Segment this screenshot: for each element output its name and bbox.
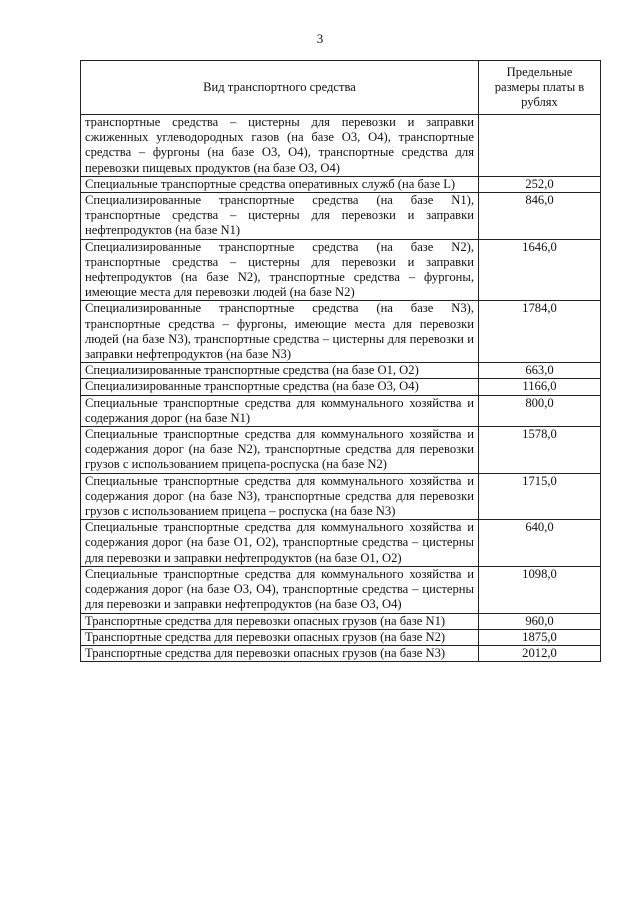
fee-cell: 640,0 <box>479 520 601 567</box>
vehicle-type-cell: Специализированные транспортные средства (на базе O1, O2) <box>81 363 479 379</box>
vehicle-type-cell: Специальные транспортные средства для коммунального хозяйства и содержания дорог (на базе N1) <box>81 395 479 426</box>
table-row <box>81 520 601 567</box>
table-row <box>81 239 601 301</box>
fee-cell: 846,0 <box>479 193 601 240</box>
table-row <box>81 176 601 192</box>
fee-cell: 1715,0 <box>479 473 601 520</box>
header-fee: Предельные размеры платы в рублях <box>479 61 601 115</box>
vehicle-type-cell: Специализированные транспортные средства (на базе N3), транспортные средства – фургоны, имеющие места для перевозки людей (на базе N3), транспортные средства – цистерны для перевозки и заправки нефтепродуктов (на базе N3) <box>81 301 479 363</box>
fee-cell <box>479 115 601 177</box>
fee-cell: 1578,0 <box>479 427 601 474</box>
table-row <box>81 395 601 426</box>
fee-cell: 1166,0 <box>479 379 601 395</box>
table-body <box>81 115 601 662</box>
table-row <box>81 363 601 379</box>
table-row <box>81 613 601 629</box>
vehicle-type-cell: транспортные средства – цистерны для перевозки и заправки сжиженных углеводородных газов (на базе O3, O4), транспортные средства – фургоны (на базе O3, O4), транспортные средства для перевозки пищевых продуктов (на базе O3, O4) <box>81 115 479 177</box>
table-row <box>81 379 601 395</box>
table-row <box>81 566 601 613</box>
vehicle-type-cell: Транспортные средства для перевозки опасных грузов (на базе N1) <box>81 613 479 629</box>
fee-cell: 1646,0 <box>479 239 601 301</box>
vehicle-type-cell: Транспортные средства для перевозки опасных грузов (на базе N3) <box>81 645 479 661</box>
vehicle-type-cell: Специализированные транспортные средства (на базе O3, O4) <box>81 379 479 395</box>
table-row <box>81 301 601 363</box>
vehicle-type-cell: Специальные транспортные средства для коммунального хозяйства и содержания дорог (на базе O3, O4), транспортные средства – цистерны для перевозки и заправки нефтепродуктов (на базе O3, O4) <box>81 566 479 613</box>
header-vehicle-type: Вид транспортного средства <box>81 61 479 115</box>
table-row <box>81 645 601 661</box>
fee-cell: 2012,0 <box>479 645 601 661</box>
fee-cell: 800,0 <box>479 395 601 426</box>
vehicle-type-cell: Специализированные транспортные средства (на базе N1), транспортные средства – цистерны для перевозки и заправки нефтепродуктов (на базе N1) <box>81 193 479 240</box>
vehicle-type-cell: Специальные транспортные средства для коммунального хозяйства и содержания дорог (на базе N2), транспортные средства для перевозки грузов с использованием прицепа-роспуска (на базе N2) <box>81 427 479 474</box>
vehicle-type-cell: Транспортные средства для перевозки опасных грузов (на базе N2) <box>81 629 479 645</box>
fee-cell: 1098,0 <box>479 566 601 613</box>
vehicle-type-cell: Специальные транспортные средства для коммунального хозяйства и содержания дорог (на базе N3), транспортные средства для перевозки грузов с использованием прицепа – роспуска (на базе N3) <box>81 473 479 520</box>
fee-cell: 1784,0 <box>479 301 601 363</box>
table-row <box>81 629 601 645</box>
fee-cell: 960,0 <box>479 613 601 629</box>
table-row <box>81 115 601 177</box>
vehicle-type-cell: Специальные транспортные средства для коммунального хозяйства и содержания дорог (на базе O1, O2), транспортные средства – цистерны для перевозки и заправки нефтепродуктов (на базе O1, O2) <box>81 520 479 567</box>
table-header-row <box>81 61 601 115</box>
table-row <box>81 473 601 520</box>
table-row <box>81 193 601 240</box>
table-row <box>81 427 601 474</box>
page-number: 3 <box>316 31 324 46</box>
fee-table <box>80 60 601 662</box>
vehicle-type-cell: Специализированные транспортные средства (на базе N2), транспортные средства – цистерны для перевозки и заправки нефтепродуктов (на базе N2), транспортные средства – фургоны, имеющие места для перевозки людей (на базе N2) <box>81 239 479 301</box>
fee-cell: 1875,0 <box>479 629 601 645</box>
vehicle-type-cell: Специальные транспортные средства оперативных служб (на базе L) <box>81 176 479 192</box>
fee-cell: 252,0 <box>479 176 601 192</box>
fee-cell: 663,0 <box>479 363 601 379</box>
